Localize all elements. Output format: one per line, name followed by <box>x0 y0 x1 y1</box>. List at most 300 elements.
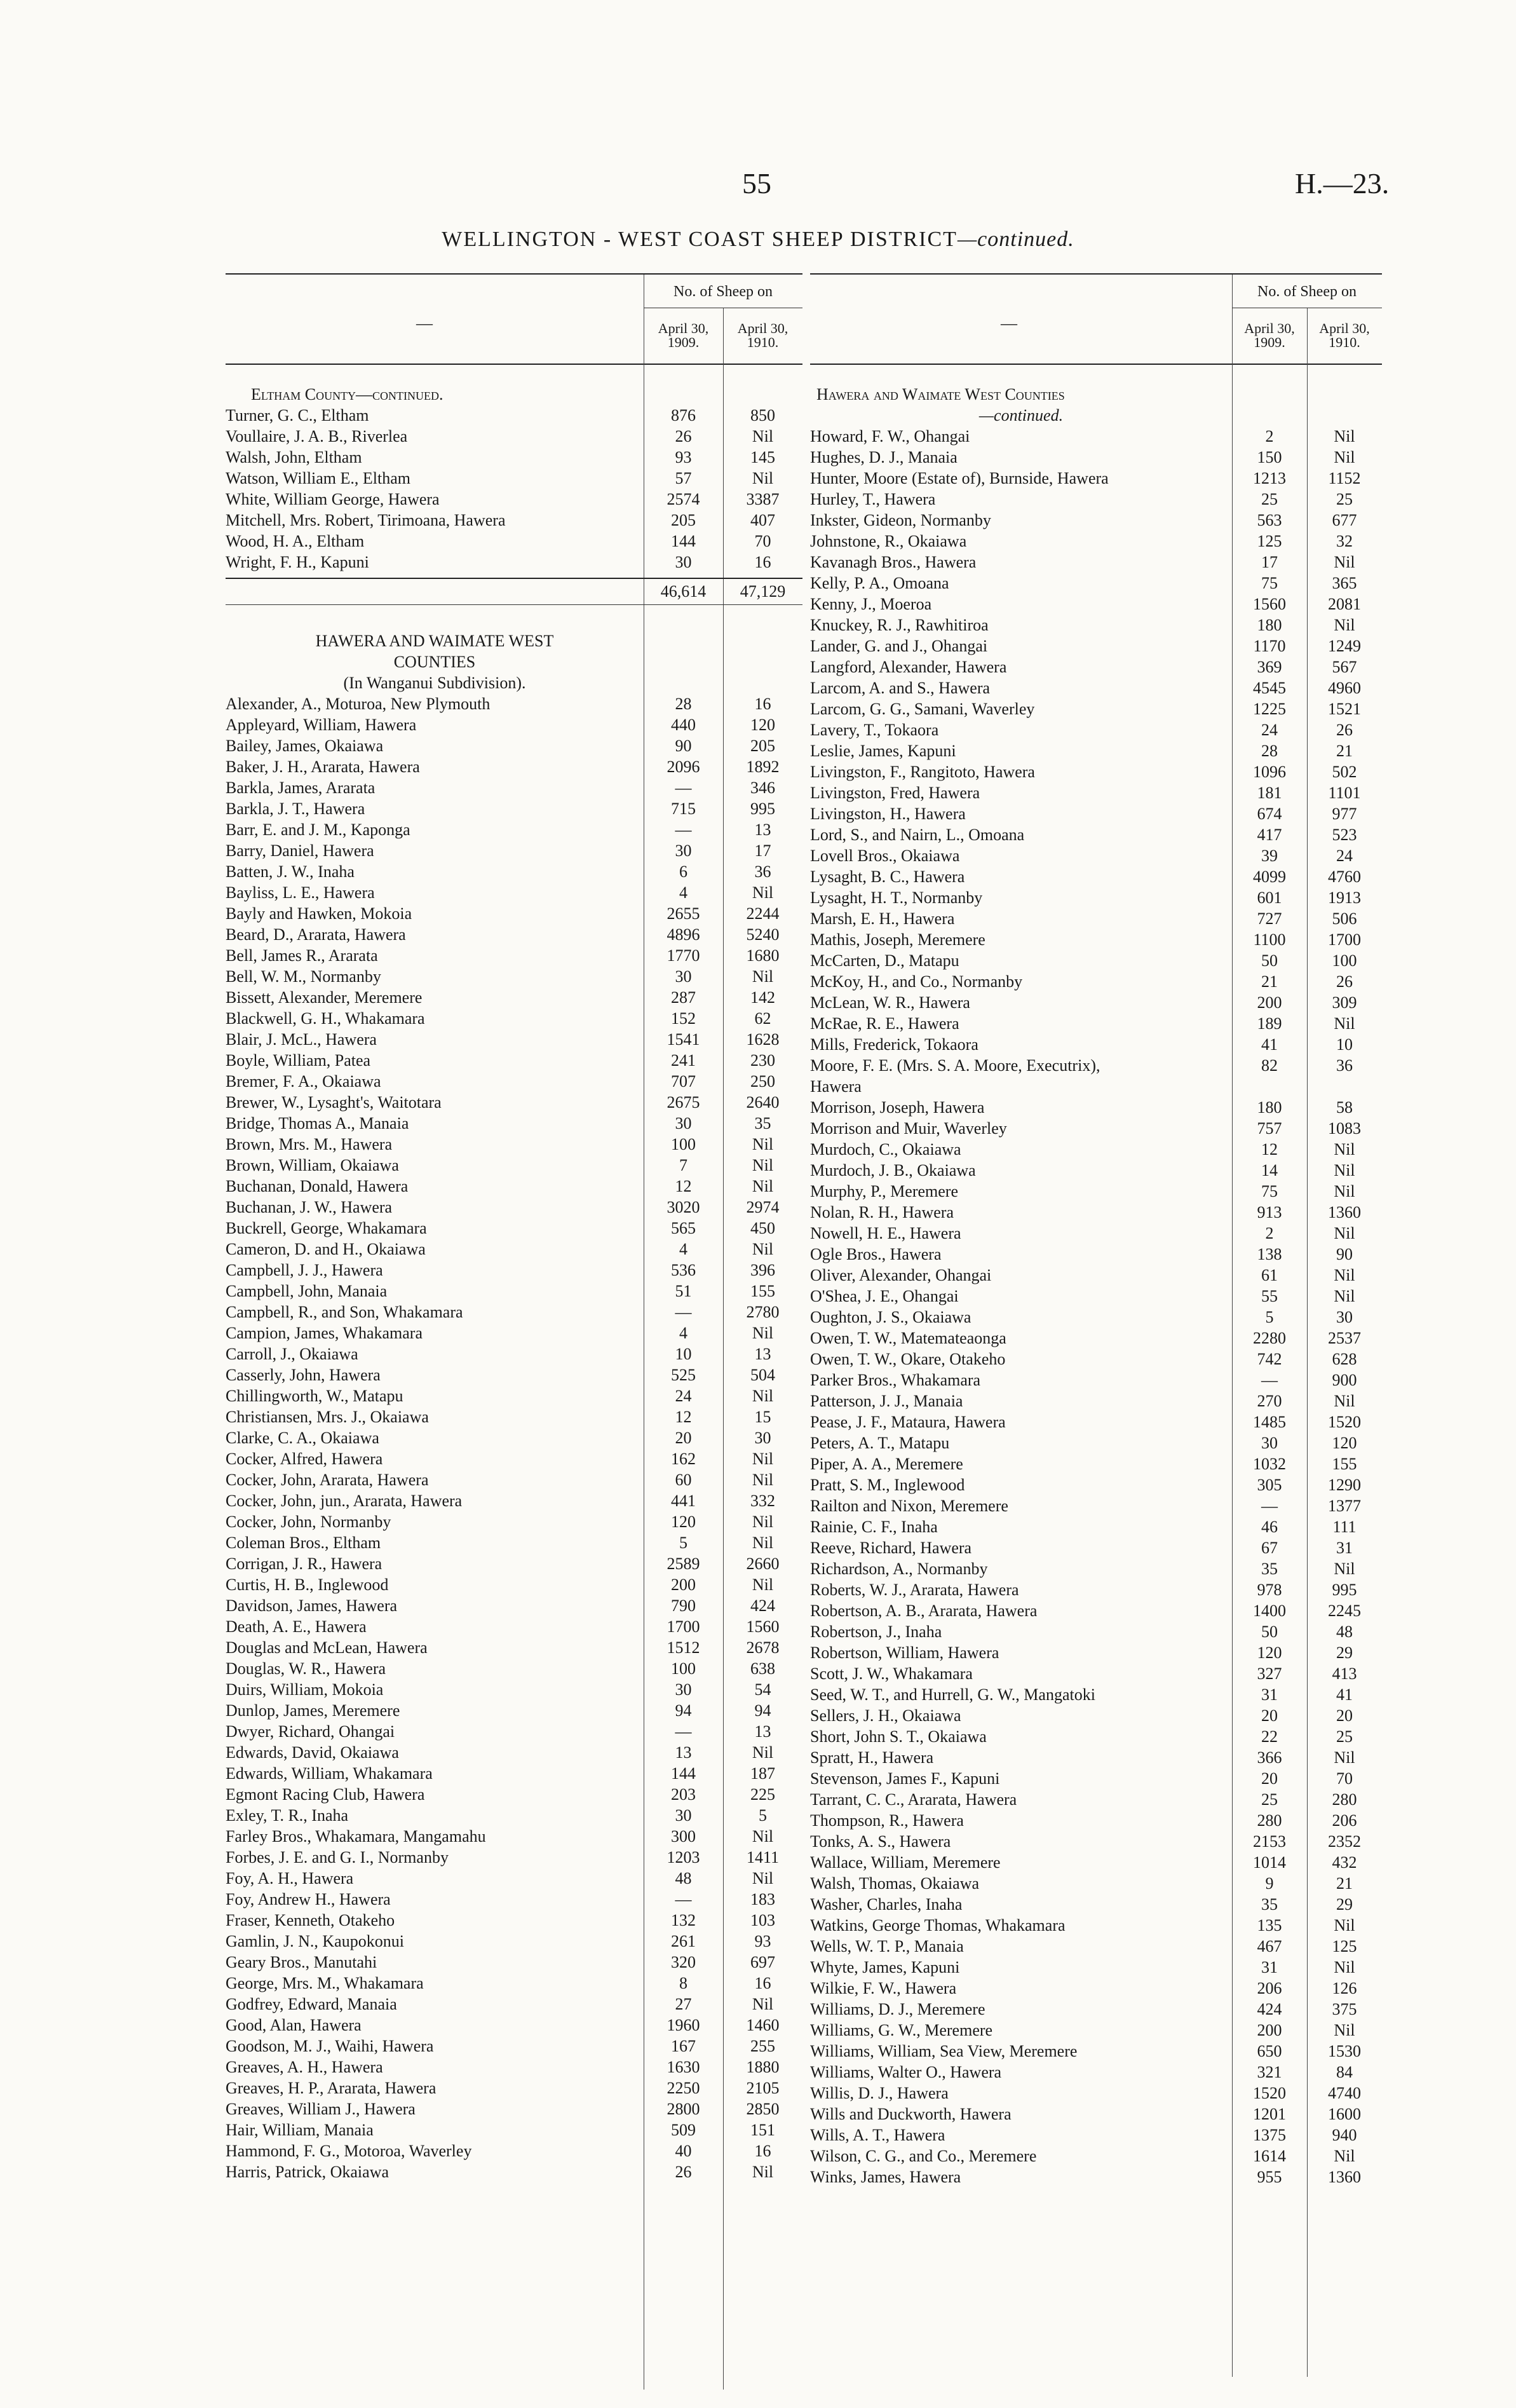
sheep-1910: Nil <box>752 1743 774 1762</box>
sheep-1910: Nil <box>752 1177 774 1195</box>
owner-name: Baker, J. H., Ararata, Hawera <box>226 758 420 776</box>
sheep-1909: 1630 <box>667 2058 700 2076</box>
sheep-1910: 1152 <box>1328 469 1361 487</box>
table-row <box>226 1113 802 1134</box>
sheep-1909: 200 <box>1257 993 1282 1012</box>
sheep-1909: 1201 <box>1253 2105 1286 2123</box>
sheep-1909: 13 <box>675 1743 692 1762</box>
sheep-1909: 30 <box>675 1114 692 1133</box>
sheep-1910: 2678 <box>746 1638 780 1657</box>
sheep-1909: 650 <box>1257 2042 1282 2060</box>
owner-name: Campbell, John, Manaia <box>226 1282 388 1300</box>
owner-name: Lovell Bros., Okaiawa <box>810 847 960 865</box>
table-row <box>226 1721 802 1742</box>
owner-name: Beard, D., Ararata, Hawera <box>226 925 406 944</box>
owner-name: Walsh, Thomas, Okaiawa <box>810 1874 980 1893</box>
sheep-1910: Nil <box>752 1995 774 2013</box>
sheep-1909: 40 <box>675 2142 692 2160</box>
owner-name: Patterson, J. J., Manaia <box>810 1392 963 1410</box>
table-row <box>810 552 1382 573</box>
sheep-1910: Nil <box>1334 1392 1355 1410</box>
table-row <box>226 945 802 966</box>
sheep-1909: 876 <box>671 406 696 425</box>
sheep-1909: 2250 <box>667 2079 700 2097</box>
owner-name: Williams, Walter O., Hawera <box>810 2063 1002 2081</box>
sheep-1909: 1100 <box>1253 930 1286 949</box>
table-row <box>226 1343 802 1364</box>
sheep-1909: 10 <box>675 1345 692 1363</box>
page-number: 55 <box>742 167 771 200</box>
table-row <box>810 1349 1382 1370</box>
owner-name: Hunter, Moore (Estate of), Burnside, Hawera <box>810 469 1109 487</box>
owner-name: Brown, William, Okaiawa <box>226 1156 399 1174</box>
sheep-1910: 2660 <box>746 1554 780 1573</box>
table-row <box>810 2167 1382 2187</box>
owner-name: Walsh, John, Eltham <box>226 448 362 466</box>
sheep-1909: 144 <box>671 532 696 550</box>
sheep-1910: 697 <box>750 1953 775 1971</box>
section-heading: Hawera and Waimate West Counties <box>816 385 1065 404</box>
owner-name: Marsh, E. H., Hawera <box>810 909 955 928</box>
table-row <box>810 1034 1382 1055</box>
table-row <box>226 1490 802 1511</box>
table-row <box>226 777 802 798</box>
sheep-1910: 628 <box>1332 1350 1357 1368</box>
owner-name: Murdoch, J. B., Okaiawa <box>810 1161 976 1180</box>
sheep-1909: 181 <box>1257 784 1282 802</box>
sheep-1910: 111 <box>1332 1518 1357 1536</box>
owner-name: Appleyard, William, Hawera <box>226 716 417 734</box>
sheep-1909: 12 <box>675 1408 692 1426</box>
sheep-1909: 8 <box>679 1974 687 1992</box>
sheep-1909: 1770 <box>667 946 700 965</box>
sheep-1909: 50 <box>1261 1622 1278 1641</box>
sheep-1910: 120 <box>750 716 775 734</box>
table-row <box>810 1139 1382 1160</box>
sheep-1909: 2589 <box>667 1554 700 1573</box>
sheep-1910: 30 <box>1336 1308 1353 1326</box>
sheep-1909: 200 <box>671 1575 696 1594</box>
sheep-1910: 26 <box>1336 721 1353 739</box>
owner-name: Spratt, H., Hawera <box>810 1748 934 1767</box>
sheep-1909: 674 <box>1257 805 1282 823</box>
table-row <box>810 1411 1382 1432</box>
sheep-1910: 1530 <box>1328 2042 1361 2060</box>
owner-name: Buckrell, George, Whakamara <box>226 1219 427 1237</box>
table-row <box>226 693 802 714</box>
owner-name: Blair, J. McL., Hawera <box>226 1030 377 1049</box>
owner-name: Willis, D. J., Hawera <box>810 2084 949 2102</box>
table-row <box>226 468 802 489</box>
owner-name: Good, Alan, Hawera <box>226 2016 362 2034</box>
owner-name: Campbell, R., and Son, Whakamara <box>226 1303 463 1321</box>
owner-name: Wills and Duckworth, Hawera <box>810 2105 1012 2123</box>
sheep-1910: 2974 <box>746 1198 780 1216</box>
table-row <box>810 1558 1382 1579</box>
table-row <box>226 1281 802 1302</box>
sheep-1909: 2280 <box>1253 1329 1286 1347</box>
sheep-1909: 30 <box>675 967 692 986</box>
column-dash: — <box>1001 314 1017 332</box>
owner-name: Peters, A. T., Matapu <box>810 1434 950 1452</box>
table-row <box>226 1658 802 1679</box>
sheep-1909: 50 <box>1261 951 1278 970</box>
sheep-1910: Nil <box>752 1240 774 1258</box>
owner-name: Livingston, H., Hawera <box>810 805 966 823</box>
left-table <box>226 273 802 2182</box>
owner-name: Williams, D. J., Meremere <box>810 2000 985 2018</box>
sheep-1909: 189 <box>1257 1014 1282 1033</box>
sheep-1910: Nil <box>752 1471 774 1489</box>
sheep-1909: 144 <box>671 1764 696 1783</box>
table-row <box>810 1244 1382 1265</box>
sheep-1910: 1520 <box>1328 1413 1361 1431</box>
sheep-1909: 4099 <box>1253 867 1286 886</box>
owner-name: Langford, Alexander, Hawera <box>810 658 1007 676</box>
sheep-1910: 32 <box>1336 532 1353 550</box>
sheep-1910: 250 <box>750 1072 775 1091</box>
table-row <box>226 1973 802 1994</box>
sheep-1910: 502 <box>1332 763 1357 781</box>
sheep-1910: 15 <box>754 1408 771 1426</box>
total-1909: 46,614 <box>660 582 707 601</box>
sheep-1910: Nil <box>752 883 774 902</box>
owner-name: Boyle, William, Patea <box>226 1051 371 1070</box>
owner-name: Barry, Daniel, Hawera <box>226 841 374 860</box>
owner-name: Farley Bros., Whakamara, Mangamahu <box>226 1827 486 1846</box>
sheep-1910: Nil <box>1334 1266 1355 1284</box>
sheep-1909: 20 <box>1261 1706 1278 1725</box>
table-row <box>226 2140 802 2161</box>
table-row <box>226 1029 802 1050</box>
table-row <box>810 887 1382 908</box>
owner-name: Sellers, J. H., Okaiawa <box>810 1706 961 1725</box>
owner-name: Robertson, William, Hawera <box>810 1643 999 1662</box>
table-row <box>226 531 802 552</box>
sheep-1910: Nil <box>752 1156 774 1174</box>
table-row <box>226 1952 802 1973</box>
sheep-1910: 13 <box>754 820 771 839</box>
sheep-1910: Nil <box>752 469 774 487</box>
table-row <box>810 510 1382 531</box>
sheep-1910: 396 <box>750 1261 775 1279</box>
sheep-1909: 125 <box>1257 532 1282 550</box>
sheep-1910: 309 <box>1332 993 1357 1012</box>
sheep-on-header: No. of Sheep on <box>673 283 773 300</box>
sheep-1910: 1560 <box>746 1617 780 1636</box>
sheep-1910: Nil <box>1334 2147 1355 2165</box>
sheep-1910: 2105 <box>746 2079 780 2097</box>
section-heading: Eltham County—continued. <box>251 385 443 404</box>
table-row <box>226 1868 802 1889</box>
year-1909-header: April 30, 1909. <box>1244 320 1295 350</box>
sheep-1909: 75 <box>1261 574 1278 592</box>
table-row <box>810 1810 1382 1831</box>
sheep-1909: 61 <box>1261 1266 1278 1284</box>
sheep-1909: — <box>675 779 692 797</box>
table-row <box>226 1197 802 1218</box>
table-row <box>810 594 1382 615</box>
owner-name: Richardson, A., Normanby <box>810 1560 988 1578</box>
owner-name: Hair, William, Manaia <box>226 2121 374 2139</box>
sheep-1909: 601 <box>1257 888 1282 907</box>
table-row <box>810 1391 1382 1411</box>
sheep-1909: 180 <box>1257 1098 1282 1117</box>
table-row <box>810 1181 1382 1202</box>
owner-name: Moore, F. E. (Mrs. S. A. Moore, Executrix), <box>810 1056 1100 1075</box>
sheep-1910: 1600 <box>1328 2105 1361 2123</box>
sheep-1910: 155 <box>1332 1455 1357 1473</box>
owner-name: Thompson, R., Hawera <box>810 1811 964 1830</box>
sheep-1909: 978 <box>1257 1581 1282 1599</box>
sheep-1910: 450 <box>750 1219 775 1237</box>
sheep-1909: 26 <box>675 2163 692 2181</box>
owner-name: McLean, W. R., Hawera <box>810 993 970 1012</box>
owner-name: Oughton, J. S., Okaiawa <box>810 1308 971 1326</box>
sheep-1910: 103 <box>750 1911 775 1929</box>
sheep-1910: 94 <box>754 1701 771 1720</box>
owner-name: McKoy, H., and Co., Normanby <box>810 972 1023 991</box>
table-row <box>226 447 802 468</box>
sheep-1910: Nil <box>752 1513 774 1531</box>
sheep-1909: 205 <box>671 511 696 529</box>
sheep-1910 <box>1307 1076 1382 1097</box>
sheep-1910: 1249 <box>1328 637 1361 655</box>
sheep-1909: 287 <box>671 988 696 1007</box>
sheep-1910: 1680 <box>746 946 780 965</box>
table-row <box>226 1616 802 1637</box>
sheep-1909: 162 <box>671 1450 696 1468</box>
owner-name: Harris, Patrick, Okaiawa <box>226 2163 389 2181</box>
sheep-1909: 135 <box>1257 1916 1282 1935</box>
sheep-1909: 39 <box>1261 847 1278 865</box>
sheep-1910: Nil <box>1334 427 1355 446</box>
table-row <box>810 1999 1382 2020</box>
table-row <box>226 735 802 756</box>
sheep-1909: 305 <box>1257 1476 1282 1494</box>
owner-name: Blackwell, G. H., Whakamara <box>226 1009 425 1028</box>
sheep-1909: 27 <box>675 1995 692 2013</box>
sheep-1910: 850 <box>750 406 775 425</box>
sheep-1909: 2800 <box>667 2100 700 2118</box>
sheep-1909: 366 <box>1257 1748 1282 1767</box>
sheep-1910: 41 <box>1336 1685 1353 1704</box>
sheep-1910: 413 <box>1332 1664 1357 1683</box>
owner-name: Parker Bros., Whakamara <box>810 1371 981 1389</box>
sheep-1910: 900 <box>1332 1371 1357 1389</box>
sheep-1910: Nil <box>1334 1916 1355 1935</box>
sheep-1910: Nil <box>1334 1014 1355 1033</box>
table-row <box>810 2146 1382 2167</box>
table-row <box>810 1768 1382 1789</box>
sheep-1909: 30 <box>675 841 692 860</box>
sheep-1909: 4 <box>679 1240 687 1258</box>
sheep-1909: 509 <box>671 2121 696 2139</box>
table-row <box>810 1747 1382 1768</box>
owner-name: Goodson, M. J., Waihi, Hawera <box>226 2037 434 2055</box>
owner-name: Bridge, Thomas A., Manaia <box>226 1114 409 1133</box>
owner-name: Campbell, J. J., Hawera <box>226 1261 383 1279</box>
table-row <box>810 1432 1382 1453</box>
table-row <box>810 1936 1382 1957</box>
column-dash: — <box>416 314 433 332</box>
sheep-1909: 467 <box>1257 1937 1282 1956</box>
table-row <box>226 1448 802 1469</box>
owner-name: Clarke, C. A., Okaiawa <box>226 1429 379 1447</box>
sheep-1910: 93 <box>754 1932 771 1950</box>
hawera-continued-rows <box>810 426 1382 2187</box>
owner-name: Wallace, William, Meremere <box>810 1853 1001 1872</box>
owner-name: Seed, W. T., and Hurrell, G. W., Mangatoki <box>810 1685 1095 1704</box>
sheep-1909: 138 <box>1257 1245 1282 1263</box>
sheep-1910: Nil <box>752 967 774 986</box>
sheep-1909: 35 <box>1261 1895 1278 1914</box>
sheep-1910: Nil <box>1334 2021 1355 2039</box>
sheep-1909: 5 <box>1265 1308 1274 1326</box>
owner-name: Washer, Charles, Inaha <box>810 1895 963 1914</box>
owner-name: Owen, T. W., Okare, Otakeho <box>810 1350 1006 1368</box>
sheep-1910: 16 <box>754 695 771 713</box>
section-heading: COUNTIES <box>393 653 476 671</box>
sheep-1910: 995 <box>1332 1581 1357 1599</box>
sheep-1909: 180 <box>1257 616 1282 634</box>
sheep-1910: 126 <box>1332 1979 1357 1997</box>
owner-name: Larcom, A. and S., Hawera <box>810 679 991 697</box>
sheep-1909: 12 <box>675 1177 692 1195</box>
sheep-1910: 17 <box>754 841 771 860</box>
sheep-1910: 1411 <box>746 1848 780 1867</box>
owner-name: Turner, G. C., Eltham <box>226 406 369 425</box>
sheep-1910: Nil <box>752 1827 774 1846</box>
sheep-1910: 13 <box>754 1345 771 1363</box>
sheep-1909: 94 <box>675 1701 692 1720</box>
sheep-1910: Nil <box>752 1387 774 1405</box>
sheep-1910: 1913 <box>1328 888 1361 907</box>
sheep-1910: 151 <box>750 2121 775 2139</box>
owner-name: Curtis, H. B., Inglewood <box>226 1575 389 1594</box>
owner-name: Cocker, John, Ararata, Hawera <box>226 1471 429 1489</box>
sheep-1910: 375 <box>1332 2000 1357 2018</box>
sheep-1910: 1377 <box>1328 1497 1361 1515</box>
owner-name: Kenny, J., Moeroa <box>810 595 932 613</box>
table-row <box>810 656 1382 677</box>
table-row <box>810 1894 1382 1915</box>
table-row <box>226 1176 802 1197</box>
table-row <box>226 1805 802 1826</box>
owner-name: Nolan, R. H., Hawera <box>810 1203 954 1221</box>
sheep-1909: 46 <box>1261 1518 1278 1536</box>
owner-name: Bell, James R., Ararata <box>226 946 378 965</box>
sheep-1909: 1512 <box>667 1638 700 1657</box>
table-row <box>810 1600 1382 1621</box>
table-row <box>810 489 1382 510</box>
owner-name: Lander, G. and J., Ohangai <box>810 637 988 655</box>
sheep-1909: 4896 <box>667 925 700 944</box>
left-table-header <box>226 273 802 365</box>
sheep-1910: 100 <box>1332 951 1357 970</box>
sheep-1910: 54 <box>754 1680 771 1699</box>
table-row <box>810 636 1382 656</box>
table-row <box>810 1013 1382 1034</box>
table-row <box>810 845 1382 866</box>
owner-name: Dwyer, Richard, Ohangai <box>226 1722 395 1741</box>
owner-name: Bailey, James, Okaiawa <box>226 737 384 755</box>
sheep-1909: 120 <box>671 1513 696 1531</box>
owner-name: Greaves, H. P., Ararata, Hawera <box>226 2079 437 2097</box>
table-row <box>226 1889 802 1910</box>
table-row <box>226 1218 802 1239</box>
owner-name: Watson, William E., Eltham <box>226 469 411 487</box>
sheep-1910: 58 <box>1336 1098 1353 1117</box>
sheep-1910: 10 <box>1336 1035 1353 1054</box>
table-row <box>226 1700 802 1721</box>
sheep-1909: 4 <box>679 883 687 902</box>
year-1910-header: April 30, 1910. <box>737 320 788 350</box>
table-row <box>810 1097 1382 1118</box>
table-row <box>226 840 802 861</box>
table-row <box>226 1092 802 1113</box>
sheep-1910: 2780 <box>746 1303 780 1321</box>
sheep-1910: 90 <box>1336 1245 1353 1263</box>
sheep-1910: 125 <box>1332 1937 1357 1956</box>
owner-name: Bissett, Alexander, Meremere <box>226 988 423 1007</box>
sheep-1910: 31 <box>1336 1539 1353 1557</box>
sheep-1910: 1083 <box>1328 1119 1361 1138</box>
owner-name: Mills, Frederick, Tokaora <box>810 1035 978 1054</box>
table-row <box>226 1595 802 1616</box>
owner-name: Edwards, David, Okaiawa <box>226 1743 399 1762</box>
owner-name: Lord, S., and Nairn, L., Omoana <box>810 826 1025 844</box>
table-row <box>810 1202 1382 1223</box>
sheep-1909: — <box>675 1890 692 1908</box>
table-row <box>226 1323 802 1343</box>
sheep-1910: 1521 <box>1328 700 1361 718</box>
owner-name: Mitchell, Mrs. Robert, Tirimoana, Hawera <box>226 511 506 529</box>
sheep-1909: 1560 <box>1253 595 1286 613</box>
owner-name: Barkla, James, Ararata <box>226 779 376 797</box>
sheep-1909: 715 <box>671 799 696 818</box>
table-row <box>810 1978 1382 1999</box>
sheep-1910: 432 <box>1332 1853 1357 1872</box>
sheep-1910: 13 <box>754 1722 771 1741</box>
owner-name: Coleman Bros., Eltham <box>226 1534 381 1552</box>
sheep-1909: 26 <box>675 427 692 446</box>
sheep-1909: 321 <box>1257 2063 1282 2081</box>
owner-name: Foy, A. H., Hawera <box>226 1869 354 1888</box>
sheep-1909: 2655 <box>667 904 700 923</box>
owner-name: Ogle Bros., Hawera <box>810 1245 942 1263</box>
sheep-1909: — <box>1261 1497 1278 1515</box>
sheep-1909: 167 <box>671 2037 696 2055</box>
owner-name: Christiansen, Mrs. J., Okaiawa <box>226 1408 429 1426</box>
sheep-1909: 320 <box>671 1953 696 1971</box>
sheep-1910: 84 <box>1336 2063 1353 2081</box>
table-row <box>810 1873 1382 1894</box>
owner-name: Cameron, D. and H., Okaiawa <box>226 1240 426 1258</box>
total-1910: 47,129 <box>740 582 786 601</box>
sheep-1910: 1892 <box>746 758 780 776</box>
owner-name: Wells, W. T. P., Manaia <box>810 1937 964 1956</box>
sheep-1910: 21 <box>1336 742 1353 760</box>
table-row <box>810 531 1382 552</box>
sheep-1909: 525 <box>671 1366 696 1384</box>
table-row <box>810 719 1382 740</box>
sheep-1910: 62 <box>754 1009 771 1028</box>
owner-name: Lysaght, B. C., Hawera <box>810 867 965 886</box>
sheep-1910: 1628 <box>746 1030 780 1049</box>
table-row <box>226 1910 802 1931</box>
sheep-1909: 1614 <box>1253 2147 1286 2165</box>
